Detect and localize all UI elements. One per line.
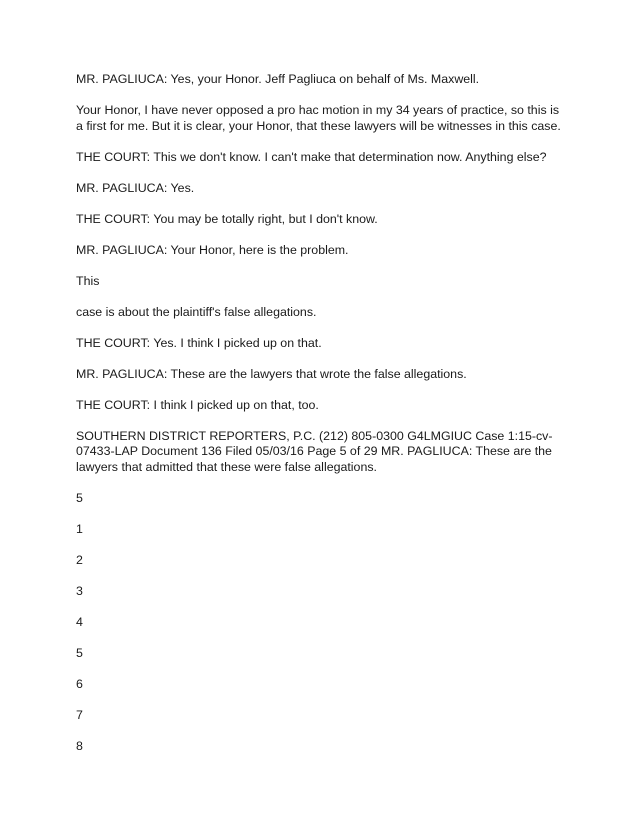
transcript-paragraph: case is about the plaintiff's false allegations. [76, 304, 317, 319]
line-number: 4 [76, 614, 83, 629]
transcript-paragraph: MR. PAGLIUCA: These are the lawyers that wrote the false allegations. [76, 366, 467, 381]
line-number: 5 [76, 490, 83, 505]
transcript-paragraph: MR. PAGLIUCA: Yes, your Honor. Jeff Pagliuca on behalf of Ms. Maxwell. [76, 72, 480, 86]
line-number: 8 [76, 738, 83, 753]
page-footer-header-text: SOUTHERN DISTRICT REPORTERS, P.C. (212) 805-0300 G4LMGIUC Case 1:15-cv-07433-LAP Document 136 Filed 05/03/16 Page 5 of 29 MR. PAGLIUCA: These are the lawyers that admitted that these were false allegations. [76, 428, 553, 474]
transcript-paragraph: THE COURT: I think I picked up on that, too. [76, 397, 319, 412]
line-number: 6 [76, 676, 83, 691]
line-number: 3 [76, 583, 83, 598]
transcript-body [76, 72, 566, 770]
line-number: 7 [76, 707, 83, 722]
transcript-paragraph: This [76, 273, 100, 288]
transcript-paragraph: THE COURT: You may be totally right, but I don't know. [76, 211, 378, 226]
line-number: 5 [76, 645, 83, 660]
transcript-paragraph: THE COURT: This we don't know. I can't make that determination now. Anything else? [76, 149, 547, 164]
transcript-paragraph: MR. PAGLIUCA: Yes. [76, 180, 195, 195]
line-number: 1 [76, 521, 83, 536]
transcript-paragraph: THE COURT: Yes. I think I picked up on that. [76, 335, 322, 350]
transcript-paragraph: Your Honor, I have never opposed a pro hac motion in my 34 years of practice, so this is a first for me. But it is clear, your Honor, that these lawyers will be witnesses in this case. [76, 103, 561, 133]
transcript-paragraph: MR. PAGLIUCA: Your Honor, here is the problem. [76, 242, 349, 257]
line-number: 2 [76, 552, 83, 567]
